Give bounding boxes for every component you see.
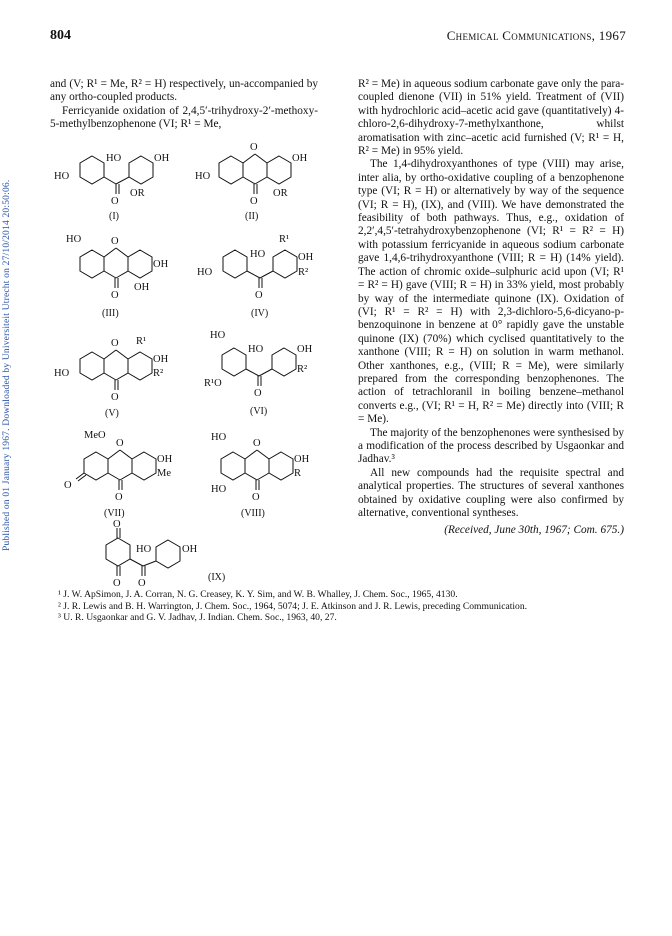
substituent: HO — [66, 234, 82, 245]
substituent: R² — [298, 267, 309, 278]
structure-label: (I) — [109, 211, 119, 222]
structure-label: (III) — [102, 308, 119, 319]
right-column-text — [358, 78, 624, 538]
paragraph: R² = Me) in aqueous sodium carbonate gave only the para-coupled dienone (VII) in 51% yield. Treatment of (VII) with hydrochloric acid–acetic acid gave (quantitatively) 4-chloro-2,6-dihydroxy-7-methylxanthone, whilst aromatisation with zinc–acetic acid furnished (V; R¹ = H, R² = Me) in 95% yield. — [358, 78, 624, 158]
substituent: HO — [136, 544, 152, 555]
page-number: 804 — [50, 28, 71, 43]
received-note: (Received, June 30th, 1967; Com. 675.) — [444, 524, 624, 537]
journal-header — [447, 28, 626, 44]
substituent: O — [254, 388, 262, 399]
substituent: O — [113, 578, 121, 589]
substituent: R — [294, 468, 302, 479]
substituent: HO — [197, 267, 213, 278]
substituent: O — [111, 196, 119, 207]
structure-VIII — [197, 424, 322, 520]
structure-VII — [56, 424, 186, 520]
substituent: R² — [153, 368, 164, 379]
paragraph: The 1,4-dihydroxyanthones of type (VIII) may arise, inter alia, by ortho-oxidative coupling of a benzophenone type (VI; R = H) or alternatively by way of the sequence (VI; R = H), (IX), and (VIII). We have demonstrated the feasibility of both pathways. Thus, e.g., oxidation of 2,2′,4,5′-tetrahydroxybenzophenone (VI; R¹ = R² = H) with potassium ferricyanide in aqueous sodium carbonate gave 1,4,6-trihydroxyanthone (VIII; R = H) (14% yield). The action of chromic oxide–sulphuric acid upon (VI; R¹ = R² = H) gave (VIII; R = H) in 33% yield, most probably by way of the intermediate quinone (IX). Oxidation of (VI; R¹ = R² = H) with 2,3-dichloro-5,6-dicyano-p-benzoquinone in benzene at 0° rapidly gave the unstable quinone (IX) (70%) which cyclised quantitatively to the xanthone (VIII; R = H) on solution in warm methanol. Other xanthones, e.g., (VIII; R = Me), were similarly prepared from the corresponding benzophenones. The action of tetrachloranil in boiling benzene–methanol converts e.g., (VI; R¹ = H, R² = Me) directly into (VIII; R = Me). — [358, 158, 624, 426]
substituent: O — [111, 392, 119, 403]
structure-label: (VI) — [250, 406, 268, 417]
structure-VI — [200, 326, 325, 418]
structure-IV — [193, 228, 323, 320]
substituent: O — [116, 438, 124, 449]
footnotes — [50, 589, 626, 624]
paragraph: and (V; R¹ = Me, R² = H) respectively, un-accompanied by any ortho-coupled products. — [50, 78, 318, 104]
substituent: O — [111, 236, 119, 247]
paragraph: All new compounds had the requisite spectral and analytical properties. The structures of several xanthones obtained by oxidative coupling were also confirmed by alternative, conventional syntheses. — [358, 466, 624, 519]
substituent: R¹O — [204, 378, 222, 389]
journal-name: Chemical Communications, — [446, 28, 596, 43]
substituent: HO — [195, 171, 211, 182]
paragraph: Ferricyanide oxidation of 2,4,5′-trihydroxy-2′-methoxy-5-methylbenzophenone (VI; R¹ = Me, — [50, 104, 318, 131]
structure-label: (II) — [245, 211, 259, 222]
structure-IX — [98, 520, 263, 596]
substituent: O — [64, 480, 72, 491]
substituent: O — [113, 519, 121, 530]
substituent: HO — [106, 153, 122, 164]
substituent: O — [250, 196, 258, 207]
substituent: HO — [54, 171, 70, 182]
substituent: HO — [211, 484, 227, 495]
left-column-text — [50, 78, 318, 132]
structure-V — [50, 326, 180, 418]
substituent: OH — [298, 252, 314, 263]
substituent: HO — [211, 432, 227, 443]
substituent: OH — [134, 282, 150, 293]
structure-label: (VIII) — [241, 508, 265, 519]
substituent: HO — [54, 368, 70, 379]
structure-II — [195, 140, 320, 222]
substituent: OH — [297, 344, 313, 355]
journal-year: 1967 — [598, 28, 626, 43]
substituent: R² — [297, 364, 308, 375]
substituent: OH — [157, 454, 173, 465]
footnote: ² J. R. Lewis and B. H. Warrington, J. Chem. Soc., 1964, 5074; J. E. Atkinson and J. R. Lewis, preceding Communication. — [58, 600, 528, 612]
substituent: R¹ — [279, 234, 290, 245]
substituent: O — [138, 578, 146, 589]
substituent: HO — [210, 330, 226, 341]
substituent: OH — [294, 454, 310, 465]
substituent: O — [255, 290, 263, 301]
substituent: OH — [153, 259, 169, 270]
structure-label: (IX) — [208, 572, 226, 583]
substituent: O — [250, 142, 258, 153]
substituent: HO — [250, 249, 266, 260]
substituent: O — [253, 438, 261, 449]
structure-III — [56, 228, 181, 320]
substituent: MeO — [84, 430, 106, 441]
substituent: OR — [130, 188, 145, 199]
paragraph: The majority of the benzophenones were synthesised by a modification of the process described by Usgaonkar and Jadhav.³ — [358, 426, 624, 466]
substituent: OH — [292, 153, 308, 164]
substituent: HO — [248, 344, 264, 355]
substituent: O — [111, 338, 119, 349]
substituent: OH — [154, 153, 170, 164]
substituent: O — [111, 290, 119, 301]
structure-label: (VII) — [104, 508, 125, 519]
substituent: Me — [157, 468, 171, 479]
structure-label: (V) — [105, 408, 119, 419]
substituent: O — [115, 492, 123, 503]
substituent: OR — [273, 188, 288, 199]
structure-I — [54, 140, 170, 222]
structure-label: (IV) — [251, 308, 269, 319]
substituent: OH — [153, 354, 169, 365]
substituent: OH — [182, 544, 198, 555]
substituent: R¹ — [136, 336, 147, 347]
publication-sidebar: Published on 01 January 1967. Downloaded by Universiteit Utrecht on 27/10/2014 20:50:06. — [2, 179, 12, 551]
footnote: ³ U. R. Usgaonkar and G. V. Jadhav, J. Indian. Chem. Soc., 1963, 40, 27. — [58, 612, 337, 623]
substituent: O — [252, 492, 260, 503]
footnote: ¹ J. W. ApSimon, J. A. Corran, N. G. Creasey, K. Y. Sim, and W. B. Whalley, J. Chem. Soc., 1965, 4130. — [58, 589, 458, 600]
